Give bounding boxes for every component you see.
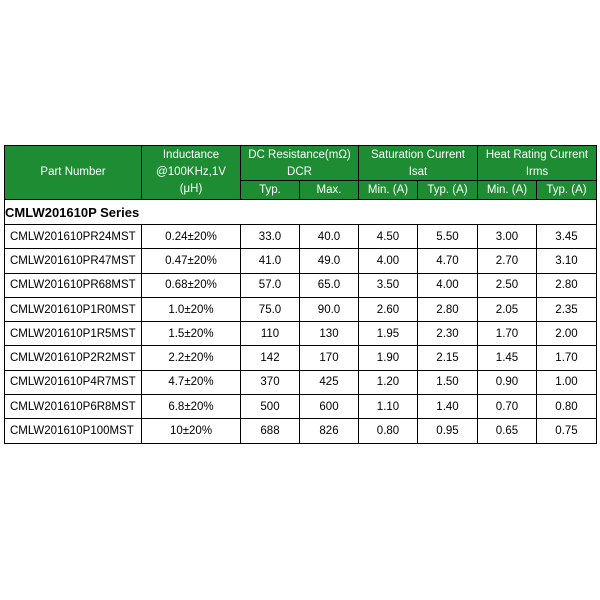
part-number-cell: CMLW201610P100MST xyxy=(5,419,142,443)
inductance-cell: 2.2±20% xyxy=(142,346,241,370)
irms-typ-cell: 1.00 xyxy=(537,370,597,394)
dcr-max-cell: 826 xyxy=(300,419,359,443)
table-row xyxy=(5,273,597,297)
isat-typ-cell: 4.70 xyxy=(418,249,478,273)
inductance-cell: 0.47±20% xyxy=(142,249,241,273)
irms-typ-cell: 2.80 xyxy=(537,273,597,297)
inductance-cell: 1.5±20% xyxy=(142,322,241,346)
table-row xyxy=(5,249,597,273)
inductance-cell: 0.24±20% xyxy=(142,225,241,249)
irms-min-cell: 0.90 xyxy=(478,370,537,394)
header-inductance-line1: Inductance xyxy=(142,146,241,165)
dcr-max-cell: 49.0 xyxy=(300,249,359,273)
dcr-max-cell: 170 xyxy=(300,346,359,370)
isat-typ-cell: 2.15 xyxy=(418,346,478,370)
header-saturation-line1: Saturation Current xyxy=(359,146,478,165)
irms-min-cell: 0.65 xyxy=(478,419,537,443)
header-dcr-line1: DC Resistance(mΩ) xyxy=(241,146,359,165)
header-saturation-line2: Isat xyxy=(359,164,478,181)
irms-min-cell: 1.70 xyxy=(478,322,537,346)
isat-typ-cell: 1.40 xyxy=(418,395,478,419)
isat-min-cell: 1.90 xyxy=(359,346,418,370)
inductance-cell: 6.8±20% xyxy=(142,395,241,419)
part-number-cell: CMLW201610P1R0MST xyxy=(5,297,142,321)
isat-typ-cell: 0.95 xyxy=(418,419,478,443)
irms-typ-cell: 1.70 xyxy=(537,346,597,370)
table-row xyxy=(5,395,597,419)
inductor-spec-table xyxy=(4,145,597,444)
header-isat-typ: Typ. (A) xyxy=(418,181,478,200)
isat-min-cell: 4.00 xyxy=(359,249,418,273)
isat-min-cell: 2.60 xyxy=(359,297,418,321)
header-heat-line2: Irms xyxy=(478,164,597,181)
part-number-cell: CMLW201610P1R5MST xyxy=(5,322,142,346)
inductance-cell: 4.7±20% xyxy=(142,370,241,394)
dcr-typ-cell: 110 xyxy=(241,322,300,346)
isat-typ-cell: 5.50 xyxy=(418,225,478,249)
isat-min-cell: 3.50 xyxy=(359,273,418,297)
table-row xyxy=(5,297,597,321)
dcr-max-cell: 65.0 xyxy=(300,273,359,297)
irms-typ-cell: 0.80 xyxy=(537,395,597,419)
irms-min-cell: 2.05 xyxy=(478,297,537,321)
header-heat-line1: Heat Rating Current xyxy=(478,146,597,165)
part-number-cell: CMLW201610PR24MST xyxy=(5,225,142,249)
header-part-number: Part Number xyxy=(5,146,142,200)
irms-min-cell: 3.00 xyxy=(478,225,537,249)
isat-typ-cell: 2.30 xyxy=(418,322,478,346)
dcr-max-cell: 130 xyxy=(300,322,359,346)
dcr-max-cell: 425 xyxy=(300,370,359,394)
table-row xyxy=(5,225,597,249)
inductance-cell: 0.68±20% xyxy=(142,273,241,297)
isat-min-cell: 1.20 xyxy=(359,370,418,394)
dcr-typ-cell: 33.0 xyxy=(241,225,300,249)
isat-min-cell: 4.50 xyxy=(359,225,418,249)
part-number-cell: CMLW201610P2R2MST xyxy=(5,346,142,370)
header-inductance-line3: (μH) xyxy=(142,181,241,200)
part-number-cell: CMLW201610PR68MST xyxy=(5,273,142,297)
irms-typ-cell: 3.45 xyxy=(537,225,597,249)
irms-typ-cell: 2.00 xyxy=(537,322,597,346)
dcr-max-cell: 90.0 xyxy=(300,297,359,321)
dcr-typ-cell: 41.0 xyxy=(241,249,300,273)
part-number-cell: CMLW201610PR47MST xyxy=(5,249,142,273)
irms-typ-cell: 0.75 xyxy=(537,419,597,443)
table-row xyxy=(5,322,597,346)
header-dcr-typ: Typ. xyxy=(241,181,300,200)
dcr-typ-cell: 75.0 xyxy=(241,297,300,321)
irms-min-cell: 0.70 xyxy=(478,395,537,419)
dcr-max-cell: 40.0 xyxy=(300,225,359,249)
part-number-cell: CMLW201610P4R7MST xyxy=(5,370,142,394)
series-title: CMLW201610P Series xyxy=(5,200,597,225)
isat-typ-cell: 4.00 xyxy=(418,273,478,297)
isat-min-cell: 1.95 xyxy=(359,322,418,346)
dcr-typ-cell: 500 xyxy=(241,395,300,419)
irms-min-cell: 2.70 xyxy=(478,249,537,273)
inductance-cell: 10±20% xyxy=(142,419,241,443)
part-number-cell: CMLW201610P6R8MST xyxy=(5,395,142,419)
table-header xyxy=(5,146,597,200)
isat-typ-cell: 2.80 xyxy=(418,297,478,321)
inductance-cell: 1.0±20% xyxy=(142,297,241,321)
irms-typ-cell: 3.10 xyxy=(537,249,597,273)
table-row xyxy=(5,346,597,370)
dcr-typ-cell: 142 xyxy=(241,346,300,370)
irms-min-cell: 1.45 xyxy=(478,346,537,370)
table-row xyxy=(5,370,597,394)
header-dcr-line2: DCR xyxy=(241,164,359,181)
isat-min-cell: 0.80 xyxy=(359,419,418,443)
isat-typ-cell: 1.50 xyxy=(418,370,478,394)
isat-min-cell: 1.10 xyxy=(359,395,418,419)
header-irms-typ: Typ. (A) xyxy=(537,181,597,200)
irms-min-cell: 2.50 xyxy=(478,273,537,297)
header-isat-min: Min. (A) xyxy=(359,181,418,200)
dcr-typ-cell: 688 xyxy=(241,419,300,443)
dcr-typ-cell: 370 xyxy=(241,370,300,394)
table-row xyxy=(5,419,597,443)
header-inductance-line2: @100KHz,1V xyxy=(142,164,241,181)
dcr-max-cell: 600 xyxy=(300,395,359,419)
header-irms-min: Min. (A) xyxy=(478,181,537,200)
dcr-typ-cell: 57.0 xyxy=(241,273,300,297)
table-body xyxy=(5,225,597,444)
header-dcr-max: Max. xyxy=(300,181,359,200)
irms-typ-cell: 2.35 xyxy=(537,297,597,321)
